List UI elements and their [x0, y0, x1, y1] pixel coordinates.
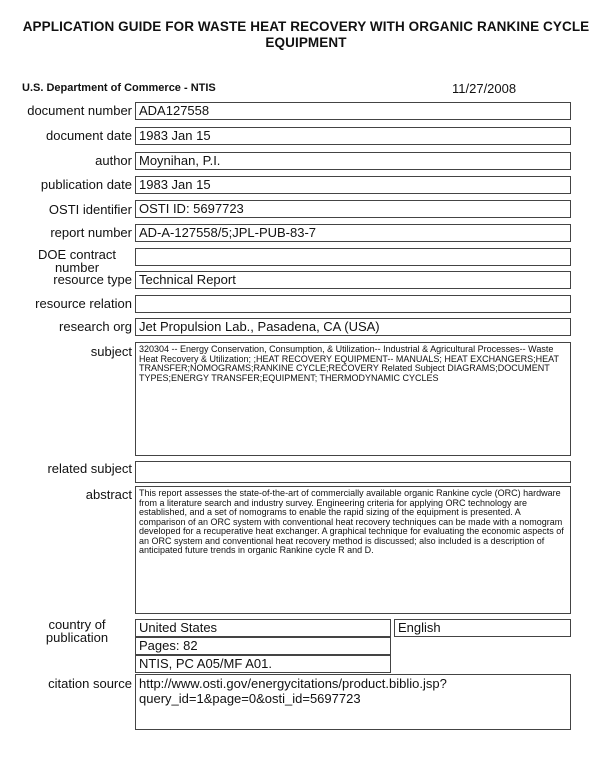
- document-number-field: ADA127558: [135, 102, 571, 120]
- document-number-label: document number: [27, 103, 132, 118]
- availability-field: NTIS, PC A05/MF A01.: [135, 655, 391, 673]
- document-title: APPLICATION GUIDE FOR WASTE HEAT RECOVERY WITH ORGANIC RANKINE CYCLE EQUIPMENT: [22, 19, 590, 50]
- agency-name: U.S. Department of Commerce - NTIS: [22, 82, 216, 94]
- country-of-publication-field: United States: [135, 619, 391, 637]
- report-number-label: report number: [50, 225, 132, 240]
- citation-source-label: citation source: [48, 676, 132, 691]
- doe-contract-number-field: [135, 248, 571, 266]
- resource-type-field: Technical Report: [135, 271, 571, 289]
- document-date-field: 1983 Jan 15: [135, 127, 571, 145]
- citation-source-field[interactable]: http://www.osti.gov/energycitations/product.biblio.jsp? query_id=1&page=0&osti_id=5697723: [135, 674, 571, 730]
- pages-field: Pages: 82: [135, 637, 391, 655]
- osti-identifier-label: OSTI identifier: [48, 202, 132, 217]
- author-field: Moynihan, P.I.: [135, 152, 571, 170]
- resource-relation-field: [135, 295, 571, 313]
- country-of-publication-label: country of publication: [45, 617, 109, 645]
- osti-identifier-field: OSTI ID: 5697723: [135, 200, 571, 218]
- publication-date-label: publication date: [40, 177, 132, 192]
- language-field: English: [394, 619, 571, 637]
- related-subject-field: [135, 461, 571, 483]
- report-number-field: AD-A-127558/5;JPL-PUB-83-7: [135, 224, 571, 242]
- resource-type-label: resource type: [53, 272, 132, 287]
- document-date-label: document date: [45, 128, 132, 143]
- doe-contract-number-label: DOE contract number: [37, 247, 117, 275]
- abstract-label: abstract: [85, 487, 132, 502]
- research-org-field: Jet Propulsion Lab., Pasadena, CA (USA): [135, 318, 571, 336]
- resource-relation-label: resource relation: [35, 296, 132, 311]
- retrieval-date: 11/27/2008: [452, 81, 517, 96]
- related-subject-label: related subject: [47, 461, 132, 476]
- author-label: author: [95, 153, 132, 168]
- subject-field: 320304 -- Energy Conservation, Consumption, & Utilization-- Industrial & Agricultural Processes-- Waste Heat Recovery & Utilization; ;HEAT RECOVERY EQUIPMENT-- MANUALS; HEAT EXCHANGERS;HEAT TRANSFER;NOMOGRAMS;RANKINE CYCLE;RECOVERY Related Subject DIAGRAMS;DOCUMENT TYPES;ENERGY TRANSFER;EQUIPMENT; THERMODYNAMIC CYCLES: [135, 342, 571, 456]
- research-org-label: research org: [59, 319, 132, 334]
- abstract-field: This report assesses the state-of-the-art of commercially available organic Rankine cycle (ORC) hardware from a literature search and industry survey. Engineering criteria for applying ORC technology are established, and a set of nomograms to enable the rapid sizing of the equipment is presented. A comparison of an ORC system with conventional heat recovery techniques can be made with a nomogram developed for a recuperative heat exchanger. A graphical technique for evaluating the economic aspects of an ORC system and conventional heat recovery method is discussed; also included is a description of anticipated future trends in organic Rankine cycle R and D.: [135, 486, 571, 614]
- subject-label: subject: [90, 344, 132, 359]
- publication-date-field: 1983 Jan 15: [135, 176, 571, 194]
